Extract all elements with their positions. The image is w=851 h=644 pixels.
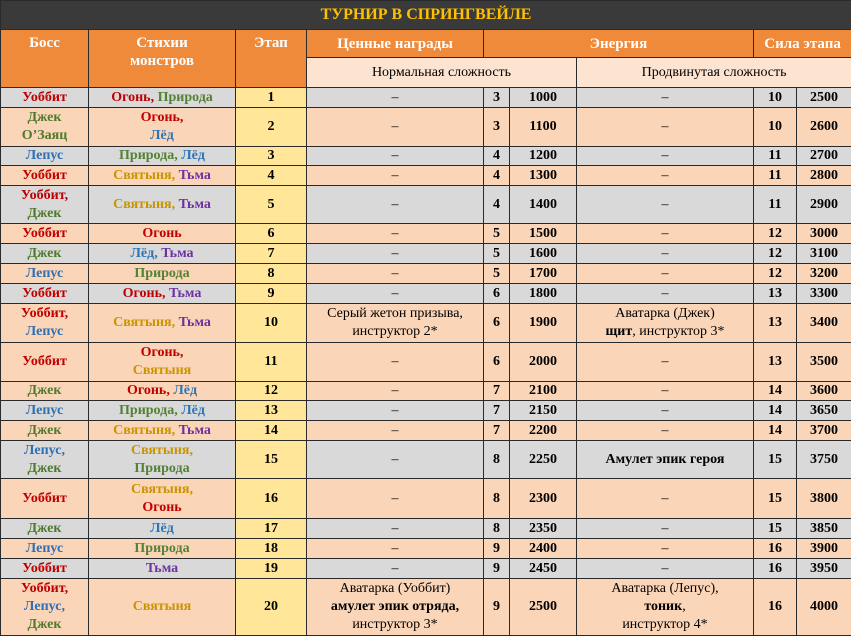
- boss-cell: [1, 147, 89, 166]
- advanced-energy-cell: 11: [754, 186, 797, 224]
- boss-name: Лепус: [25, 324, 64, 339]
- normal-power-cell: 1800: [510, 284, 577, 304]
- element-name: ,: [166, 383, 174, 398]
- stage-cell: 4: [236, 166, 307, 186]
- element-name: Огонь,: [140, 110, 184, 125]
- table-row: [1, 264, 851, 284]
- table-row: [1, 108, 851, 147]
- advanced-energy-cell: 13: [754, 343, 797, 382]
- normal-energy-cell: 5: [484, 224, 510, 244]
- elements-cell: [89, 343, 236, 382]
- normal-reward-cell: –: [307, 539, 484, 559]
- boss-name: Джек: [27, 110, 62, 125]
- boss-cell: [1, 186, 89, 224]
- advanced-reward-cell: –: [577, 421, 754, 441]
- advanced-power-cell: 3400: [797, 304, 851, 343]
- boss-name: Лепус,: [24, 599, 65, 614]
- stage-cell: 1: [236, 88, 307, 108]
- boss-cell: [1, 304, 89, 343]
- advanced-power-cell: 3000: [797, 224, 851, 244]
- element-name: Тьма: [169, 285, 202, 301]
- header-power: Сила этапа: [754, 30, 851, 58]
- normal-power-cell: 1500: [510, 224, 577, 244]
- table-row: [1, 479, 851, 519]
- element-name: Огонь: [142, 499, 182, 515]
- element-name: ,: [154, 245, 162, 261]
- element-name: Огонь: [142, 225, 182, 241]
- element-name: ,: [171, 167, 179, 183]
- advanced-reward-cell: –: [577, 343, 754, 382]
- boss-cell: [1, 224, 89, 244]
- normal-energy-cell: 8: [484, 441, 510, 479]
- element-name: Святыня: [132, 363, 192, 378]
- normal-power-cell: 2300: [510, 479, 577, 519]
- table-row: [1, 519, 851, 539]
- advanced-reward-cell: –: [577, 284, 754, 304]
- boss-name: Уоббит: [22, 285, 67, 301]
- normal-energy-cell: 5: [484, 244, 510, 264]
- elements-cell: [89, 421, 236, 441]
- advanced-energy-cell: 14: [754, 401, 797, 421]
- normal-reward-cell: –: [307, 519, 484, 539]
- normal-energy-cell: 6: [484, 304, 510, 343]
- element-name: ,: [174, 402, 182, 418]
- normal-energy-cell: 7: [484, 401, 510, 421]
- advanced-energy-cell: 16: [754, 559, 797, 579]
- boss-name: Уоббит,: [20, 306, 69, 321]
- stage-cell: 20: [236, 579, 307, 636]
- element-name: Тьма: [178, 315, 211, 330]
- boss-name: Лепус: [25, 265, 64, 281]
- normal-reward-cell: –: [307, 264, 484, 284]
- stage-cell: 7: [236, 244, 307, 264]
- table-row: [1, 304, 851, 343]
- elements-cell: [89, 224, 236, 244]
- advanced-reward-cell: –: [577, 539, 754, 559]
- element-name: Святыня: [113, 196, 172, 212]
- advanced-power-cell: 3750: [797, 441, 851, 479]
- normal-power-cell: 1900: [510, 304, 577, 343]
- boss-cell: [1, 579, 89, 636]
- advanced-power-cell: 4000: [797, 579, 851, 636]
- advanced-energy-cell: 15: [754, 519, 797, 539]
- element-name: Природа: [134, 460, 190, 476]
- normal-energy-cell: 9: [484, 579, 510, 636]
- stage-cell: 2: [236, 108, 307, 147]
- advanced-power-cell: 2700: [797, 147, 851, 166]
- advanced-energy-cell: 13: [754, 284, 797, 304]
- stage-cell: 18: [236, 539, 307, 559]
- stage-cell: 10: [236, 304, 307, 343]
- page-title: ТУРНИР В СПРИНГВЕЙЛЕ: [1, 1, 851, 30]
- table-row: [1, 421, 851, 441]
- advanced-reward-cell: –: [577, 559, 754, 579]
- table-row: [1, 343, 851, 382]
- elements-cell: [89, 304, 236, 343]
- normal-power-cell: 2400: [510, 539, 577, 559]
- normal-reward-cell: –: [307, 382, 484, 401]
- normal-power-cell: 1600: [510, 244, 577, 264]
- normal-reward-cell: –: [307, 88, 484, 108]
- normal-power-cell: 1000: [510, 88, 577, 108]
- advanced-energy-cell: 12: [754, 264, 797, 284]
- advanced-power-cell: 3200: [797, 264, 851, 284]
- advanced-power-cell: 3950: [797, 559, 851, 579]
- element-name: Лёд: [150, 520, 174, 536]
- boss-cell: [1, 382, 89, 401]
- advanced-reward-cell: Аватарка (Лепус), тоник, инструктор 4*: [577, 579, 754, 636]
- advanced-reward-cell: –: [577, 108, 754, 147]
- normal-power-cell: 2150: [510, 401, 577, 421]
- normal-power-cell: 2450: [510, 559, 577, 579]
- stage-cell: 3: [236, 147, 307, 166]
- normal-energy-cell: 6: [484, 343, 510, 382]
- normal-reward-cell: –: [307, 441, 484, 479]
- element-name: Природа: [157, 89, 213, 105]
- boss-name: Джек: [27, 460, 62, 476]
- advanced-reward-cell: –: [577, 147, 754, 166]
- element-name: ,: [150, 89, 158, 105]
- header-energy: Энергия: [484, 30, 754, 58]
- element-name: Огонь: [126, 383, 167, 398]
- boss-cell: [1, 166, 89, 186]
- stage-cell: 17: [236, 519, 307, 539]
- advanced-energy-cell: 11: [754, 166, 797, 186]
- advanced-power-cell: 3800: [797, 479, 851, 519]
- advanced-reward-cell: Амулет эпик героя: [577, 441, 754, 479]
- normal-energy-cell: 4: [484, 147, 510, 166]
- table-row: [1, 441, 851, 479]
- stage-cell: 6: [236, 224, 307, 244]
- elements-cell: [89, 579, 236, 636]
- normal-reward-cell: –: [307, 147, 484, 166]
- normal-power-cell: 1200: [510, 147, 577, 166]
- elements-cell: [89, 479, 236, 519]
- normal-power-cell: 1300: [510, 166, 577, 186]
- advanced-power-cell: 3650: [797, 401, 851, 421]
- boss-name: Джек: [27, 205, 62, 221]
- element-name: Тьма: [145, 560, 179, 576]
- table-row: [1, 166, 851, 186]
- advanced-reward-cell: –: [577, 382, 754, 401]
- normal-energy-cell: 9: [484, 559, 510, 579]
- table-row: [1, 401, 851, 421]
- stage-cell: 5: [236, 186, 307, 224]
- advanced-power-cell: 2600: [797, 108, 851, 147]
- normal-reward-cell: –: [307, 166, 484, 186]
- normal-energy-cell: 4: [484, 166, 510, 186]
- stage-cell: 12: [236, 382, 307, 401]
- normal-energy-cell: 8: [484, 519, 510, 539]
- elements-cell: [89, 147, 236, 166]
- normal-reward-cell: –: [307, 284, 484, 304]
- elements-cell: [89, 539, 236, 559]
- element-name: Святыня: [132, 599, 192, 614]
- boss-name: Джек: [27, 245, 62, 261]
- boss-name: Лепус: [25, 148, 64, 163]
- advanced-reward-cell: –: [577, 479, 754, 519]
- table-row: [1, 88, 851, 108]
- element-name: Огонь,: [140, 345, 184, 360]
- advanced-reward-cell: –: [577, 186, 754, 224]
- advanced-reward-cell: –: [577, 519, 754, 539]
- boss-name: Джек: [27, 617, 62, 632]
- elements-cell: [89, 166, 236, 186]
- elements-cell: [89, 519, 236, 539]
- boss-cell: [1, 264, 89, 284]
- header-elements: Стихии монстров: [89, 30, 236, 88]
- boss-name: Уоббит,: [20, 581, 69, 596]
- advanced-power-cell: 3850: [797, 519, 851, 539]
- advanced-energy-cell: 14: [754, 382, 797, 401]
- boss-cell: [1, 343, 89, 382]
- boss-cell: [1, 108, 89, 147]
- element-name: Природа: [134, 265, 190, 281]
- subheader-advanced: Продвинутая сложность: [577, 58, 851, 88]
- normal-reward-cell: –: [307, 108, 484, 147]
- table-row: [1, 244, 851, 264]
- stage-cell: 11: [236, 343, 307, 382]
- advanced-energy-cell: 14: [754, 421, 797, 441]
- element-name: Огонь: [111, 89, 151, 105]
- advanced-energy-cell: 11: [754, 147, 797, 166]
- advanced-reward-cell: –: [577, 264, 754, 284]
- normal-power-cell: 2350: [510, 519, 577, 539]
- elements-cell: [89, 441, 236, 479]
- normal-energy-cell: 5: [484, 264, 510, 284]
- elements-cell: [89, 284, 236, 304]
- normal-reward-cell: –: [307, 186, 484, 224]
- elements-cell: [89, 382, 236, 401]
- elements-cell: [89, 559, 236, 579]
- table-row: [1, 579, 851, 636]
- element-name: ,: [171, 196, 179, 212]
- normal-power-cell: 1700: [510, 264, 577, 284]
- normal-power-cell: 2200: [510, 421, 577, 441]
- boss-name: Уоббит,: [20, 187, 69, 203]
- normal-energy-cell: 4: [484, 186, 510, 224]
- element-name: Природа: [119, 402, 175, 418]
- normal-reward-cell: –: [307, 559, 484, 579]
- boss-name: Уоббит: [22, 490, 67, 506]
- advanced-energy-cell: 15: [754, 479, 797, 519]
- boss-cell: [1, 519, 89, 539]
- element-name: Тьма: [161, 245, 194, 261]
- table-row: [1, 539, 851, 559]
- subheader-normal: Нормальная сложность: [307, 58, 577, 88]
- advanced-power-cell: 2500: [797, 88, 851, 108]
- table-body: [1, 88, 851, 636]
- element-name: ,: [171, 422, 179, 438]
- element-name: Тьма: [178, 422, 211, 438]
- normal-reward-cell: Серый жетон призыва, инструктор 2*: [307, 304, 484, 343]
- element-name: Тьма: [178, 167, 211, 183]
- boss-name: Уоббит: [22, 225, 67, 241]
- normal-power-cell: 2100: [510, 382, 577, 401]
- table-row: [1, 284, 851, 304]
- normal-energy-cell: 7: [484, 421, 510, 441]
- normal-energy-cell: 7: [484, 382, 510, 401]
- advanced-energy-cell: 13: [754, 304, 797, 343]
- boss-cell: [1, 479, 89, 519]
- boss-cell: [1, 559, 89, 579]
- element-name: Природа: [134, 540, 190, 556]
- advanced-power-cell: 3500: [797, 343, 851, 382]
- normal-reward-cell: –: [307, 343, 484, 382]
- table-row: [1, 186, 851, 224]
- advanced-reward-cell: –: [577, 224, 754, 244]
- elements-cell: [89, 186, 236, 224]
- normal-power-cell: 2000: [510, 343, 577, 382]
- elements-cell: [89, 108, 236, 147]
- boss-name: Лепус: [25, 540, 64, 556]
- boss-cell: [1, 539, 89, 559]
- stage-cell: 19: [236, 559, 307, 579]
- advanced-energy-cell: 16: [754, 539, 797, 559]
- advanced-energy-cell: 10: [754, 108, 797, 147]
- header-stage: Этап: [236, 30, 307, 88]
- advanced-reward-cell: –: [577, 88, 754, 108]
- advanced-energy-cell: 10: [754, 88, 797, 108]
- element-name: Тьма: [178, 196, 211, 212]
- table-row: [1, 224, 851, 244]
- element-name: Святыня: [113, 315, 172, 330]
- normal-energy-cell: 3: [484, 88, 510, 108]
- normal-reward-cell: –: [307, 421, 484, 441]
- element-name: ,: [174, 148, 182, 163]
- advanced-reward-cell: –: [577, 401, 754, 421]
- advanced-power-cell: 3300: [797, 284, 851, 304]
- advanced-reward-cell: –: [577, 166, 754, 186]
- advanced-power-cell: 3700: [797, 421, 851, 441]
- normal-reward-cell: –: [307, 244, 484, 264]
- boss-name: Джек: [27, 383, 62, 398]
- advanced-power-cell: 2800: [797, 166, 851, 186]
- boss-name: Уоббит: [22, 89, 67, 105]
- table-row: [1, 147, 851, 166]
- advanced-power-cell: 3600: [797, 382, 851, 401]
- boss-cell: [1, 88, 89, 108]
- normal-energy-cell: 3: [484, 108, 510, 147]
- element-name: Святыня,: [130, 481, 193, 497]
- normal-reward-cell: –: [307, 224, 484, 244]
- boss-name: О’Заяц: [21, 128, 68, 143]
- element-name: ,: [171, 315, 179, 330]
- advanced-energy-cell: 16: [754, 579, 797, 636]
- element-name: ,: [162, 285, 170, 301]
- stage-cell: 15: [236, 441, 307, 479]
- element-name: Святыня: [113, 167, 172, 183]
- boss-name: Уоббит: [22, 167, 67, 183]
- boss-name: Уоббит: [22, 354, 67, 369]
- normal-reward-cell: Аватарка (Уоббит) амулет эпик отряда, инструктор 3*: [307, 579, 484, 636]
- boss-cell: [1, 244, 89, 264]
- element-name: Лёд: [181, 402, 205, 418]
- normal-energy-cell: 9: [484, 539, 510, 559]
- table-row: [1, 382, 851, 401]
- stage-cell: 9: [236, 284, 307, 304]
- element-name: Лёд: [173, 383, 198, 398]
- advanced-energy-cell: 12: [754, 244, 797, 264]
- boss-name: Лепус,: [24, 442, 65, 458]
- header-rewards: Ценные награды: [307, 30, 484, 58]
- table-row: [1, 559, 851, 579]
- boss-name: Уоббит: [22, 560, 67, 576]
- boss-name: Лепус: [25, 402, 64, 418]
- normal-power-cell: 2250: [510, 441, 577, 479]
- stage-cell: 14: [236, 421, 307, 441]
- normal-reward-cell: –: [307, 401, 484, 421]
- stage-cell: 8: [236, 264, 307, 284]
- stage-cell: 13: [236, 401, 307, 421]
- boss-cell: [1, 421, 89, 441]
- normal-energy-cell: 8: [484, 479, 510, 519]
- boss-cell: [1, 441, 89, 479]
- element-name: Природа: [119, 148, 175, 163]
- normal-power-cell: 1100: [510, 108, 577, 147]
- elements-cell: [89, 401, 236, 421]
- advanced-energy-cell: 12: [754, 224, 797, 244]
- advanced-power-cell: 3100: [797, 244, 851, 264]
- normal-power-cell: 1400: [510, 186, 577, 224]
- boss-cell: [1, 284, 89, 304]
- element-name: Лёд: [130, 245, 155, 261]
- element-name: Святыня,: [130, 442, 193, 458]
- boss-name: Джек: [27, 422, 62, 438]
- stage-cell: 16: [236, 479, 307, 519]
- element-name: Лёд: [150, 128, 174, 143]
- elements-cell: [89, 88, 236, 108]
- element-name: Лёд: [181, 148, 205, 163]
- header-boss: Босс: [1, 30, 89, 88]
- elements-cell: [89, 264, 236, 284]
- advanced-power-cell: 2900: [797, 186, 851, 224]
- advanced-reward-cell: –: [577, 244, 754, 264]
- advanced-reward-cell: Аватарка (Джек) щит, инструктор 3*: [577, 304, 754, 343]
- normal-power-cell: 2500: [510, 579, 577, 636]
- advanced-power-cell: 3900: [797, 539, 851, 559]
- normal-reward-cell: –: [307, 479, 484, 519]
- boss-cell: [1, 401, 89, 421]
- elements-cell: [89, 244, 236, 264]
- element-name: Огонь: [122, 285, 163, 301]
- normal-energy-cell: 6: [484, 284, 510, 304]
- boss-name: Джек: [27, 520, 62, 536]
- advanced-energy-cell: 15: [754, 441, 797, 479]
- element-name: Святыня: [113, 422, 172, 438]
